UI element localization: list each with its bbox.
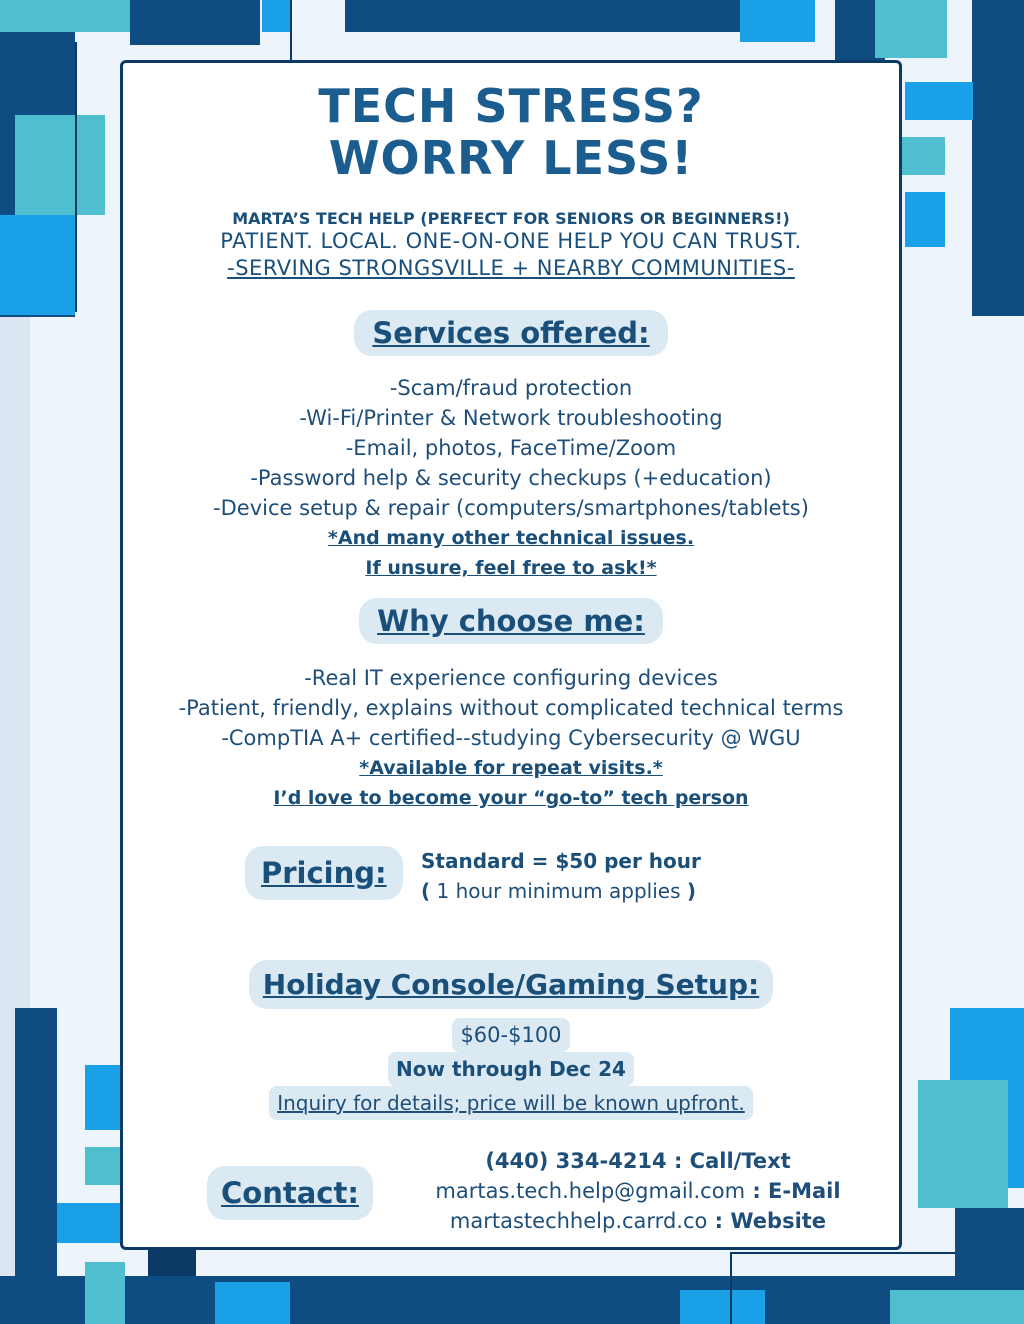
decor-block — [905, 82, 973, 120]
decor-block — [890, 1290, 1024, 1324]
decor-block — [85, 1065, 123, 1130]
list-item: -Password help & security checkups (+education) — [250, 466, 772, 490]
decor-block — [345, 0, 740, 32]
contact-details — [403, 1146, 873, 1236]
list-item: -Patient, friendly, explains without complicated technical terms — [178, 696, 844, 720]
why-section — [123, 598, 899, 644]
decor-block — [0, 1276, 1024, 1324]
paren-close: ) — [686, 879, 696, 903]
decor-block — [0, 215, 75, 315]
pricing-heading: Pricing: — [245, 846, 403, 900]
decor-block — [130, 0, 260, 45]
decor-block — [215, 1282, 290, 1324]
website-link[interactable]: martastechhelp.carrd.co — [449, 1209, 708, 1233]
pricing-section — [245, 846, 403, 900]
phone-number[interactable]: (440) 334-4214 — [485, 1149, 667, 1173]
why-heading: Why choose me: — [359, 598, 663, 644]
pricing-minimum-line — [421, 876, 701, 906]
services-note-2: If unsure, feel free to ask!* — [365, 557, 657, 579]
why-note-1: *Available for repeat visits.* — [359, 757, 663, 779]
decor-block — [918, 1080, 1008, 1208]
holiday-dates: Now through Dec 24 — [388, 1052, 634, 1086]
phone-label: : Call/Text — [666, 1149, 791, 1173]
decor-block — [85, 1262, 125, 1324]
services-heading: Services offered: — [354, 310, 667, 356]
decor-line — [75, 42, 77, 312]
services-list — [123, 373, 899, 583]
why-list — [123, 663, 899, 813]
decor-block — [262, 0, 290, 32]
list-item: -Real IT experience configuring devices — [304, 666, 718, 690]
holiday-price: $60-$100 — [452, 1018, 569, 1052]
decor-block — [15, 115, 105, 215]
pricing-rate: Standard = $50 per hour — [421, 849, 701, 873]
decor-block — [57, 1203, 125, 1243]
paren-open: ( — [421, 879, 431, 903]
decor-block — [0, 0, 130, 32]
services-note-1: *And many other technical issues. — [327, 527, 695, 549]
contact-section — [207, 1166, 373, 1220]
service-area: -SERVING STRONGSVILLE + NEARBY COMMUNITIES- — [227, 256, 795, 280]
headline-line-1: TECH STRESS? — [318, 79, 704, 133]
decor-block — [875, 0, 947, 58]
decor-block — [680, 1290, 765, 1324]
list-item: -Scam/fraud protection — [389, 376, 633, 400]
headline-line-2: WORRY LESS! — [328, 131, 694, 185]
contact-phone-row — [403, 1146, 873, 1176]
list-item: -Wi-Fi/Printer & Network troubleshooting — [299, 406, 723, 430]
decor-line — [730, 1252, 955, 1254]
list-item: -CompTIA A+ certified--studying Cybersecurity @ WGU — [221, 726, 801, 750]
flyer-card — [120, 60, 902, 1250]
decor-block — [955, 1208, 1024, 1288]
decor-line — [290, 0, 292, 62]
decor-line — [730, 1252, 732, 1324]
website-label: : Website — [707, 1209, 827, 1233]
contact-email-row — [403, 1176, 873, 1206]
holiday-details — [123, 1018, 899, 1120]
decor-block — [905, 192, 945, 247]
why-note-2: I’d love to become your “go-to” tech person — [273, 787, 749, 809]
list-item: -Device setup & repair (computers/smartphones/tablets) — [213, 496, 809, 520]
services-section — [123, 310, 899, 356]
tagline: MARTA’S TECH HELP (PERFECT FOR SENIORS OR BEGINNERS!) — [232, 209, 790, 228]
decor-block — [972, 0, 1024, 316]
email-label: : E-Mail — [745, 1179, 841, 1203]
pricing-minimum: 1 hour minimum applies — [430, 879, 687, 903]
holiday-note: Inquiry for details; price will be known upfront. — [269, 1086, 753, 1120]
pricing-details — [421, 846, 701, 906]
contact-heading: Contact: — [207, 1166, 373, 1220]
holiday-section — [123, 960, 899, 1009]
subtitle: PATIENT. LOCAL. ONE-ON-ONE HELP YOU CAN TRUST. — [220, 229, 802, 253]
list-item: -Email, photos, FaceTime/Zoom — [345, 436, 677, 460]
email-address[interactable]: martas.tech.help@gmail.com — [435, 1179, 746, 1203]
contact-website-row — [403, 1206, 873, 1236]
decor-block — [740, 0, 815, 42]
holiday-heading: Holiday Console/Gaming Setup: — [249, 960, 773, 1009]
